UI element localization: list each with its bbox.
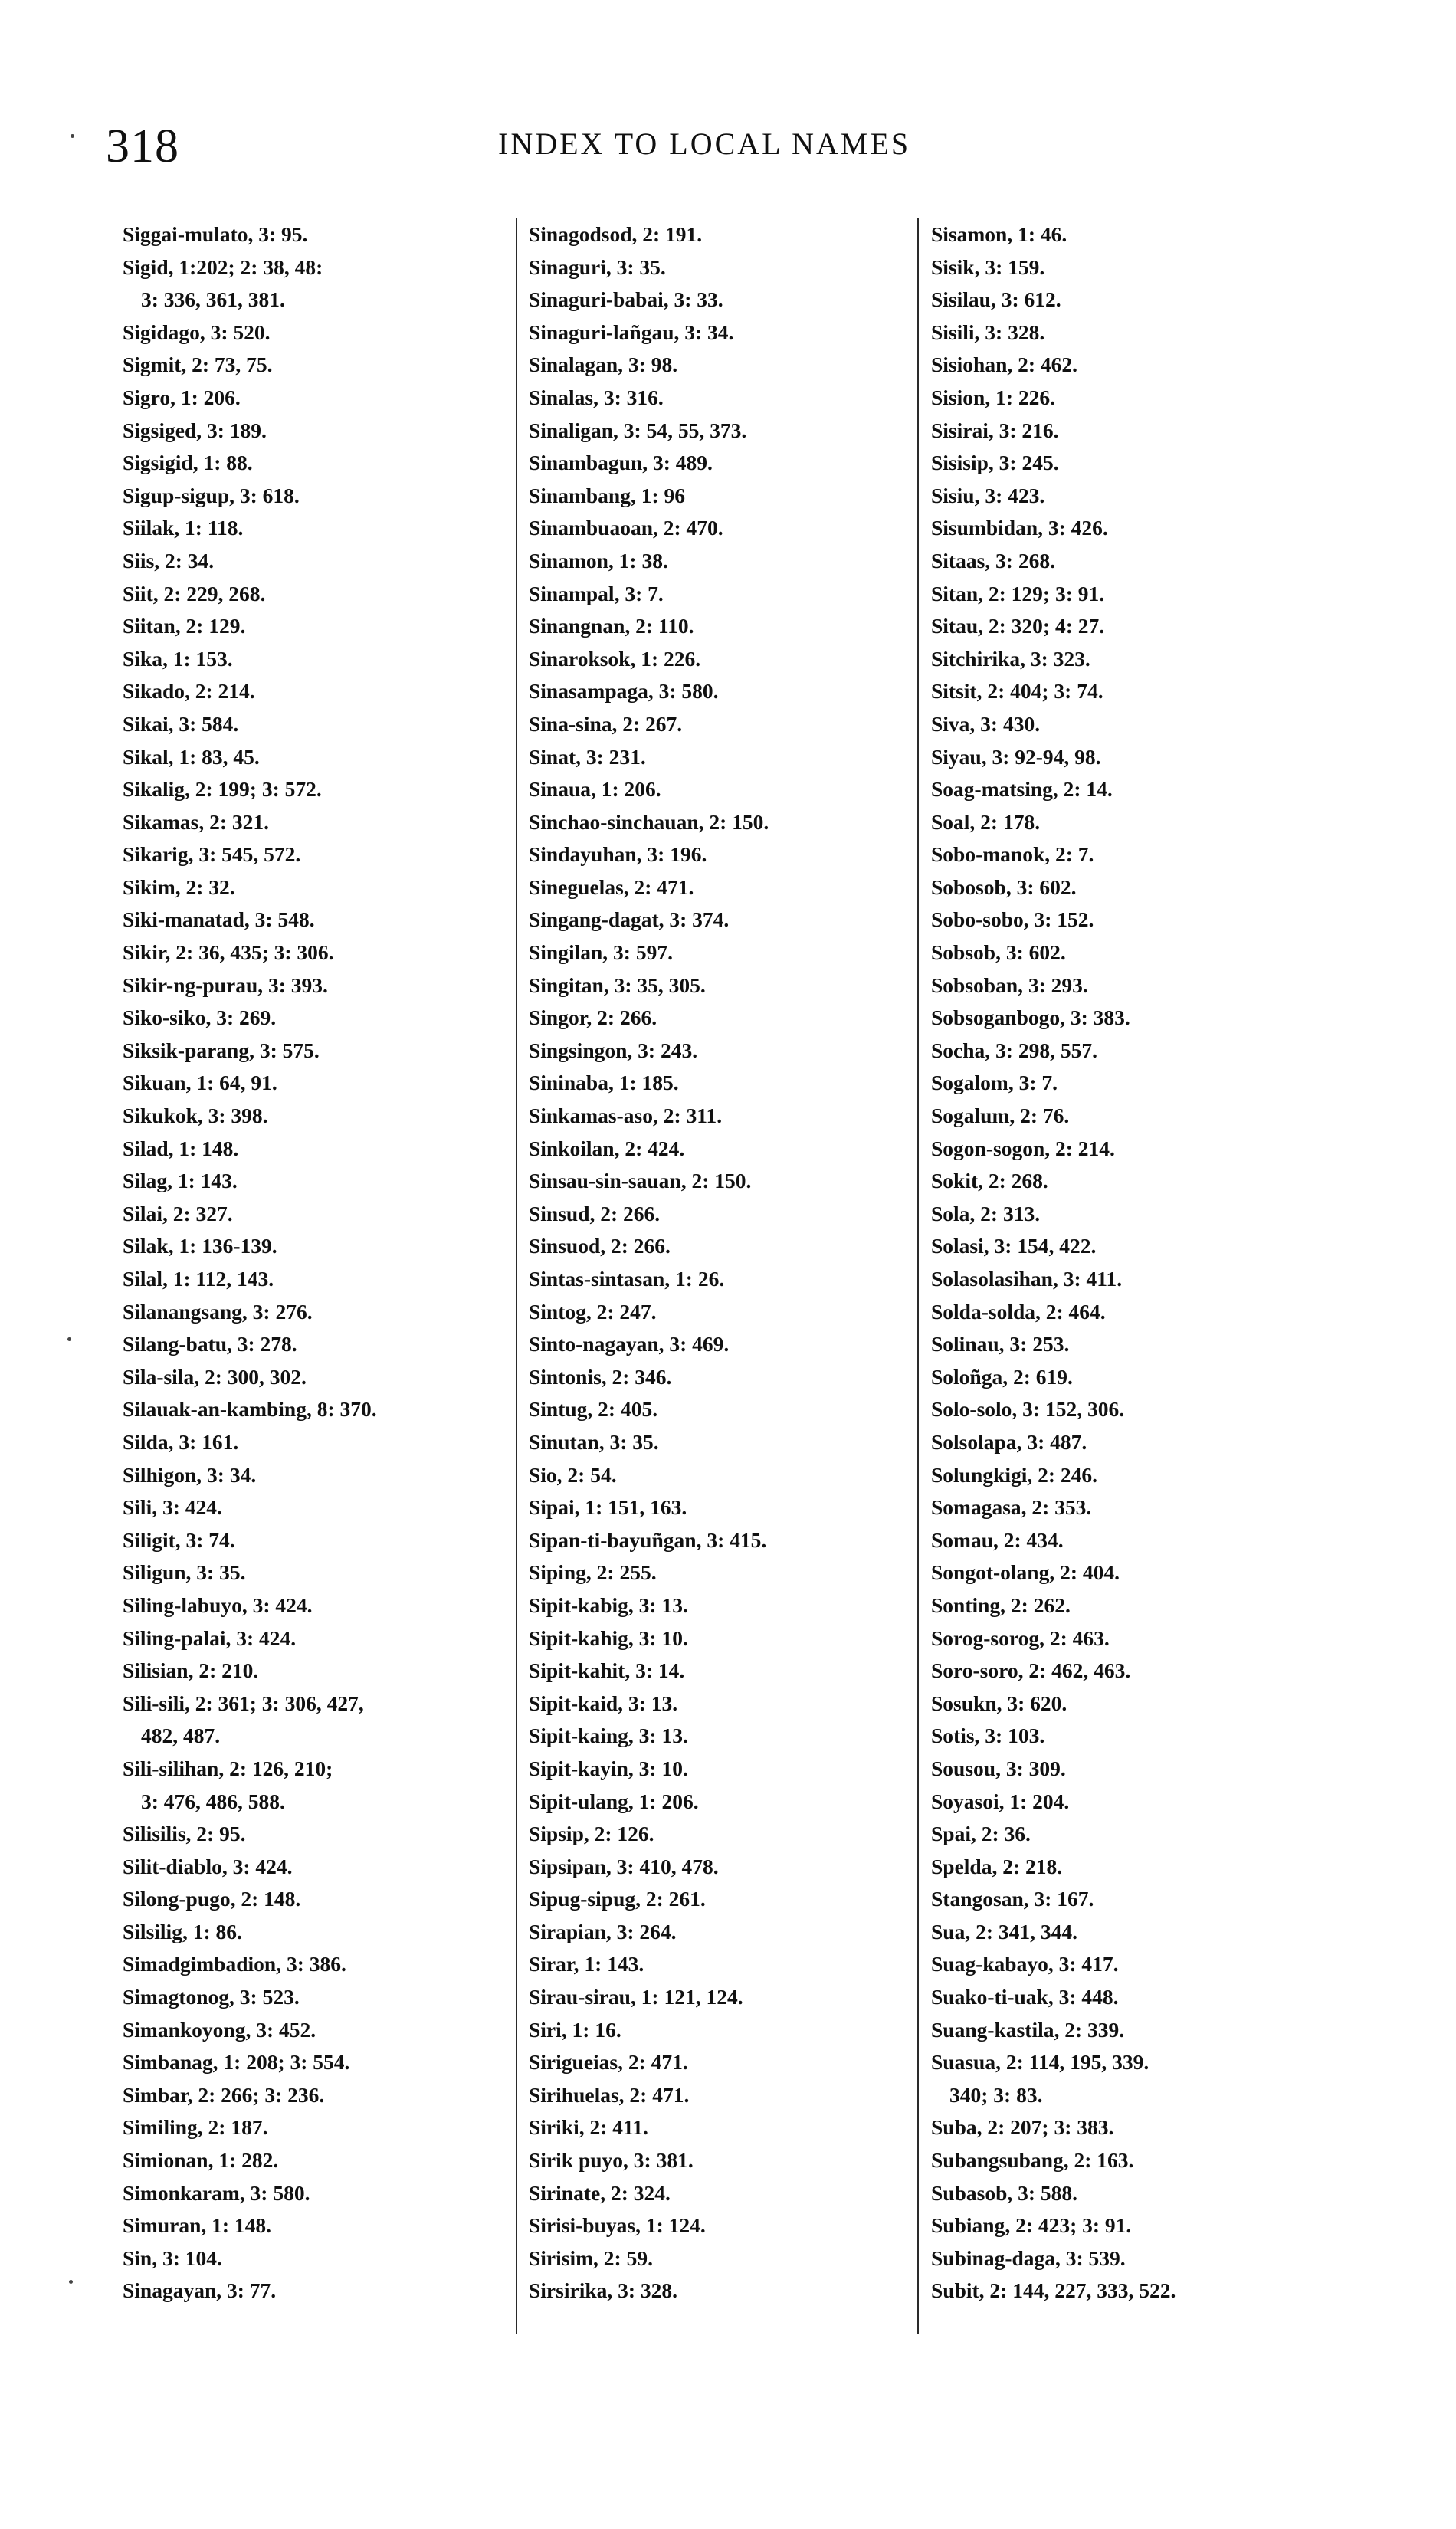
index-entry: Similing, 2: 187. (123, 2115, 268, 2140)
index-entry: Spai, 2: 36. (931, 1822, 1031, 1846)
index-column-3 (931, 218, 1360, 2308)
index-entry: Sipit-kahig, 3: 10. (529, 1625, 688, 1650)
index-entry: Sirihuelas, 2: 471. (529, 2082, 690, 2107)
index-entry: Silanangsang, 3: 276. (123, 1299, 313, 1324)
index-entry: Sirau-sirau, 1: 121, 124. (529, 1985, 743, 2009)
index-entry: Sikalig, 2: 199; 3: 572. (123, 777, 322, 802)
index-entry: Silhigon, 3: 34. (123, 1462, 257, 1487)
index-entry: Simuran, 1: 148. (123, 2213, 272, 2238)
index-entry: Spelda, 2: 218. (931, 1854, 1063, 1878)
index-entry: Sinambang, 1: 96 (529, 483, 686, 507)
index-entry: Singitan, 3: 35, 305. (529, 973, 706, 997)
index-entry: Silag, 1: 143. (123, 1169, 238, 1193)
index-entry: Sisilau, 3: 612. (931, 287, 1061, 312)
index-column-1 (123, 218, 521, 2308)
index-entry: Siligit, 3: 74. (123, 1527, 235, 1552)
index-entry: Sorog-sorog, 2: 463. (931, 1625, 1110, 1650)
index-entry: Sigro, 1: 206. (123, 385, 241, 409)
index-entry: Siit, 2: 229, 268. (123, 581, 266, 605)
index-entry: Sigmit, 2: 73, 75. (123, 353, 273, 377)
index-entry: Sisirai, 3: 216. (931, 418, 1059, 442)
index-entry: Sili-silihan, 2: 126, 210; (123, 1756, 333, 1780)
index-entry: Siligun, 3: 35. (123, 1560, 246, 1585)
index-entry: Sipsip, 2: 126. (529, 1822, 654, 1846)
index-entry: Sin, 3: 104. (123, 2245, 222, 2270)
index-entry: Siitan, 2: 129. (123, 614, 246, 638)
index-entry: Solinau, 3: 253. (931, 1332, 1070, 1356)
index-entry: Sikuan, 1: 64, 91. (123, 1071, 277, 1095)
index-entry: Sinalas, 3: 316. (529, 385, 664, 409)
index-entry: Sobsoban, 3: 293. (931, 973, 1088, 997)
index-entry: Sigid, 1:202; 2: 38, 48: (123, 254, 323, 279)
index-entry: Sio, 2: 54. (529, 1462, 617, 1487)
index-entry: Subit, 2: 144, 227, 333, 522. (931, 2278, 1176, 2303)
index-entry: Sika, 1: 153. (123, 646, 233, 671)
index-entry: Suasua, 2: 114, 195, 339. (931, 2050, 1149, 2075)
index-entry: 340; 3: 83. (949, 2082, 1043, 2107)
index-entry: Sintog, 2: 247. (529, 1299, 657, 1324)
index-entry: Sikado, 2: 214. (123, 679, 255, 704)
index-entry: Sipan-ti-bayuñgan, 3: 415. (529, 1527, 767, 1552)
index-entry: Silsilig, 1: 86. (123, 1919, 242, 1943)
index-entry: Subinag-daga, 3: 539. (931, 2245, 1126, 2270)
column-divider (917, 218, 919, 2334)
index-entry: Sitaas, 3: 268. (931, 548, 1055, 572)
index-entry: Simbar, 2: 266; 3: 236. (123, 2082, 325, 2107)
index-entry: Sirinate, 2: 324. (529, 2180, 671, 2205)
index-entry: 3: 476, 486, 588. (141, 1789, 285, 1813)
index-entry: Sigsigid, 1: 88. (123, 451, 253, 475)
index-entry: Sinampal, 3: 7. (529, 581, 664, 605)
index-entry: Solasolasihan, 3: 411. (931, 1267, 1123, 1291)
index-entry: Sigidago, 3: 520. (123, 320, 271, 344)
index-entry: Sonting, 2: 262. (931, 1593, 1071, 1617)
scan-speck (67, 1337, 71, 1341)
index-entry: Sogalom, 3: 7. (931, 1071, 1058, 1095)
index-entry: Sipit-kaid, 3: 13. (529, 1691, 678, 1715)
index-entry: Soro-soro, 2: 462, 463. (931, 1658, 1131, 1683)
index-entry: Simbanag, 1: 208; 3: 554. (123, 2050, 350, 2075)
index-entry: Subasob, 3: 588. (931, 2180, 1078, 2205)
index-entry: Suako-ti-uak, 3: 448. (931, 1985, 1119, 2009)
index-entry: Subangsubang, 2: 163. (931, 2148, 1134, 2173)
index-entry: Sisili, 3: 328. (931, 320, 1045, 344)
index-entry: Sisisip, 3: 245. (931, 451, 1059, 475)
index-entry: Soag-matsing, 2: 14. (931, 777, 1113, 802)
index-entry: Sisumbidan, 3: 426. (931, 516, 1108, 540)
index-entry: Siyau, 3: 92-94, 98. (931, 744, 1101, 769)
index-entry: Sosukn, 3: 620. (931, 1691, 1067, 1715)
index-entry: Suba, 2: 207; 3: 383. (931, 2115, 1114, 2140)
index-entry: Sitan, 2: 129; 3: 91. (931, 581, 1105, 605)
index-entry: Sirisi-buyas, 1: 124. (529, 2213, 706, 2238)
index-entry: Sipit-kabig, 3: 13. (529, 1593, 688, 1617)
index-entry: Sirik puyo, 3: 381. (529, 2148, 694, 2173)
index-entry: Sikamas, 2: 321. (123, 809, 269, 834)
index-entry: Sineguelas, 2: 471. (529, 874, 694, 899)
index-entry: Sindayuhan, 3: 196. (529, 842, 707, 867)
index-entry: Sisamon, 1: 46. (931, 222, 1067, 246)
index-entry: Sina-sina, 2: 267. (529, 711, 683, 736)
index-entry: Silal, 1: 112, 143. (123, 1267, 274, 1291)
index-entry: Silong-pugo, 2: 148. (123, 1887, 301, 1911)
index-entry: Simankoyong, 3: 452. (123, 2017, 316, 2042)
index-entry: Sintug, 2: 405. (529, 1397, 658, 1422)
index-entry: Sipit-kayin, 3: 10. (529, 1756, 688, 1780)
index-entry: Sinto-nagayan, 3: 469. (529, 1332, 730, 1356)
scan-speck (69, 2280, 73, 2284)
index-entry: Sirsirika, 3: 328. (529, 2278, 678, 2303)
index-entry: Sigsiged, 3: 189. (123, 418, 267, 442)
index-entry: Sipit-kaing, 3: 13. (529, 1724, 688, 1748)
index-entry: Solsolapa, 3: 487. (931, 1429, 1087, 1454)
index-entry: Sitau, 2: 320; 4: 27. (931, 614, 1105, 638)
index-column-2 (529, 218, 912, 2308)
index-entry: Sinsuod, 2: 266. (529, 1234, 671, 1258)
index-entry: Sobo-sobo, 3: 152. (931, 907, 1094, 932)
index-entry: Simagtonog, 3: 523. (123, 1985, 300, 2009)
index-entry: Sogalum, 2: 76. (931, 1104, 1070, 1128)
index-entry: Somau, 2: 434. (931, 1527, 1064, 1552)
index-entry: Sila-sila, 2: 300, 302. (123, 1364, 307, 1389)
index-entry: Sikal, 1: 83, 45. (123, 744, 260, 769)
index-entry: Sigup-sigup, 3: 618. (123, 483, 300, 507)
index-entry: 482, 487. (141, 1724, 221, 1748)
index-entry: Sikai, 3: 584. (123, 711, 239, 736)
index-entry: Sousou, 3: 309. (931, 1756, 1066, 1780)
index-entry: Singor, 2: 266. (529, 1005, 657, 1030)
index-entry: Sinambagun, 3: 489. (529, 451, 713, 475)
index-entry: Siko-siko, 3: 269. (123, 1005, 277, 1030)
index-entry: Sinutan, 3: 35. (529, 1429, 659, 1454)
index-entry: Sitsit, 2: 404; 3: 74. (931, 679, 1103, 704)
index-entry: Sipsipan, 3: 410, 478. (529, 1854, 719, 1878)
index-entry: Sinat, 3: 231. (529, 744, 646, 769)
index-entry: Sision, 1: 226. (931, 385, 1055, 409)
index-entry: Sokit, 2: 268. (931, 1169, 1048, 1193)
index-entry: Solungkigi, 2: 246. (931, 1462, 1098, 1487)
index-entry: Soloñga, 2: 619. (931, 1364, 1073, 1389)
index-entry: Solasi, 3: 154, 422. (931, 1234, 1097, 1258)
index-entry: Sikir, 2: 36, 435; 3: 306. (123, 940, 334, 965)
index-entry: Sinagodsod, 2: 191. (529, 222, 703, 246)
index-entry: Simadgimbadion, 3: 386. (123, 1952, 346, 1976)
index-entry: Sinangnan, 2: 110. (529, 614, 694, 638)
index-entry: Sisiohan, 2: 462. (931, 353, 1078, 377)
index-entry: Sipit-ulang, 1: 206. (529, 1789, 699, 1813)
scan-speck (71, 134, 74, 138)
index-entry: Sinkamas-aso, 2: 311. (529, 1104, 723, 1128)
index-entry: Siling-labuyo, 3: 424. (123, 1593, 313, 1617)
index-entry: Soyasoi, 1: 204. (931, 1789, 1070, 1813)
index-entry: Sinaua, 1: 206. (529, 777, 661, 802)
index-entry: Sinasampaga, 3: 580. (529, 679, 719, 704)
index-entry: Sirapian, 3: 264. (529, 1919, 677, 1943)
index-entry: Suag-kabayo, 3: 417. (931, 1952, 1119, 1976)
index-entry: Socha, 3: 298, 557. (931, 1038, 1097, 1062)
index-entry: Sipit-kahit, 3: 14. (529, 1658, 685, 1683)
index-entry: Sisik, 3: 159. (931, 254, 1045, 279)
index-entry: Sotis, 3: 103. (931, 1724, 1045, 1748)
index-entry: Sipug-sipug, 2: 261. (529, 1887, 706, 1911)
index-entry: Simionan, 1: 282. (123, 2148, 279, 2173)
index-entry: Siling-palai, 3: 424. (123, 1625, 297, 1650)
index-entry: Siksik-parang, 3: 575. (123, 1038, 320, 1062)
index-entry: Sinaguri, 3: 35. (529, 254, 666, 279)
index-entry: Silisilis, 2: 95. (123, 1822, 246, 1846)
index-entry: Siping, 2: 255. (529, 1560, 657, 1585)
index-entry: Sinagayan, 3: 77. (123, 2278, 277, 2303)
index-entry: Sikir-ng-purau, 3: 393. (123, 973, 328, 997)
index-entry: Soal, 2: 178. (931, 809, 1041, 834)
index-entry: Sobo-manok, 2: 7. (931, 842, 1094, 867)
index-entry: Sola, 2: 313. (931, 1201, 1041, 1225)
index-entry: Sintonis, 2: 346. (529, 1364, 672, 1389)
index-entry: Siri, 1: 16. (529, 2017, 621, 2042)
index-entry: Siilak, 1: 118. (123, 516, 244, 540)
index-entry: Silit-diablo, 3: 424. (123, 1854, 293, 1878)
index-entry: Sininaba, 1: 185. (529, 1071, 679, 1095)
index-entry: Siggai-mulato, 3: 95. (123, 222, 308, 246)
index-entry: Silang-batu, 3: 278. (123, 1332, 297, 1356)
index-entry: Singang-dagat, 3: 374. (529, 907, 730, 932)
index-entry: Sinchao-sinchauan, 2: 150. (529, 809, 769, 834)
index-entry: Sobsob, 3: 602. (931, 940, 1066, 965)
index-entry: Suang-kastila, 2: 339. (931, 2017, 1125, 2042)
page-number: 318 (106, 120, 179, 172)
index-entry: Silai, 2: 327. (123, 1201, 233, 1225)
index-entry: Sua, 2: 341, 344. (931, 1919, 1077, 1943)
index-entry: Sirar, 1: 143. (529, 1952, 644, 1976)
index-entry: 3: 336, 361, 381. (141, 287, 285, 312)
index-entry: Sirigueias, 2: 471. (529, 2050, 688, 2075)
index-entry: Sinambuaoan, 2: 470. (529, 516, 723, 540)
index-entry: Sikarig, 3: 545, 572. (123, 842, 301, 867)
index-entry: Sikukok, 3: 398. (123, 1104, 268, 1128)
index-entry: Sisiu, 3: 423. (931, 483, 1045, 507)
index-entry: Subiang, 2: 423; 3: 91. (931, 2213, 1132, 2238)
index-entry: Sirisim, 2: 59. (529, 2245, 653, 2270)
index-entry: Sinsud, 2: 266. (529, 1201, 661, 1225)
index-entry: Sinaguri-babai, 3: 33. (529, 287, 723, 312)
index-entry: Siis, 2: 34. (123, 548, 215, 572)
index-entry: Silad, 1: 148. (123, 1136, 239, 1160)
index-entry: Sili-sili, 2: 361; 3: 306, 427, (123, 1691, 364, 1715)
index-entry: Sinsau-sin-sauan, 2: 150. (529, 1169, 752, 1193)
running-head-title: INDEX TO LOCAL NAMES (498, 126, 911, 161)
index-entry: Sintas-sintasan, 1: 26. (529, 1267, 725, 1291)
index-entry: Solda-solda, 2: 464. (931, 1299, 1106, 1324)
index-entry: Somagasa, 2: 353. (931, 1495, 1092, 1520)
index-entry: Sinalagan, 3: 98. (529, 353, 678, 377)
index-entry: Sitchirika, 3: 323. (931, 646, 1090, 671)
index-entry: Silda, 3: 161. (123, 1429, 239, 1454)
index-entry: Songot-olang, 2: 404. (931, 1560, 1120, 1585)
index-entry: Sili, 3: 424. (123, 1495, 222, 1520)
index-entry: Siriki, 2: 411. (529, 2115, 648, 2140)
index-entry: Sinaguri-lañgau, 3: 34. (529, 320, 734, 344)
index-entry: Simonkaram, 3: 580. (123, 2180, 310, 2205)
index-entry: Silisian, 2: 210. (123, 1658, 259, 1683)
index-entry: Sogon-sogon, 2: 214. (931, 1136, 1115, 1160)
index-entry: Singilan, 3: 597. (529, 940, 673, 965)
index-entry: Sinamon, 1: 38. (529, 548, 668, 572)
index-entry: Silak, 1: 136-139. (123, 1234, 277, 1258)
index-entry: Solo-solo, 3: 152, 306. (931, 1397, 1125, 1422)
index-entry: Sobsoganbogo, 3: 383. (931, 1005, 1130, 1030)
index-entry: Sipai, 1: 151, 163. (529, 1495, 687, 1520)
index-entry: Stangosan, 3: 167. (931, 1887, 1094, 1911)
index-entry: Sinkoilan, 2: 424. (529, 1136, 685, 1160)
index-entry: Siki-manatad, 3: 548. (123, 907, 315, 932)
index-entry: Silauak-an-kambing, 8: 370. (123, 1397, 377, 1422)
index-entry: Siva, 3: 430. (931, 711, 1041, 736)
index-entry: Sinaligan, 3: 54, 55, 373. (529, 418, 747, 442)
index-entry: Sikim, 2: 32. (123, 874, 235, 899)
index-entry: Sinaroksok, 1: 226. (529, 646, 701, 671)
index-entry: Sobosob, 3: 602. (931, 874, 1077, 899)
index-entry: Singsingon, 3: 243. (529, 1038, 698, 1062)
